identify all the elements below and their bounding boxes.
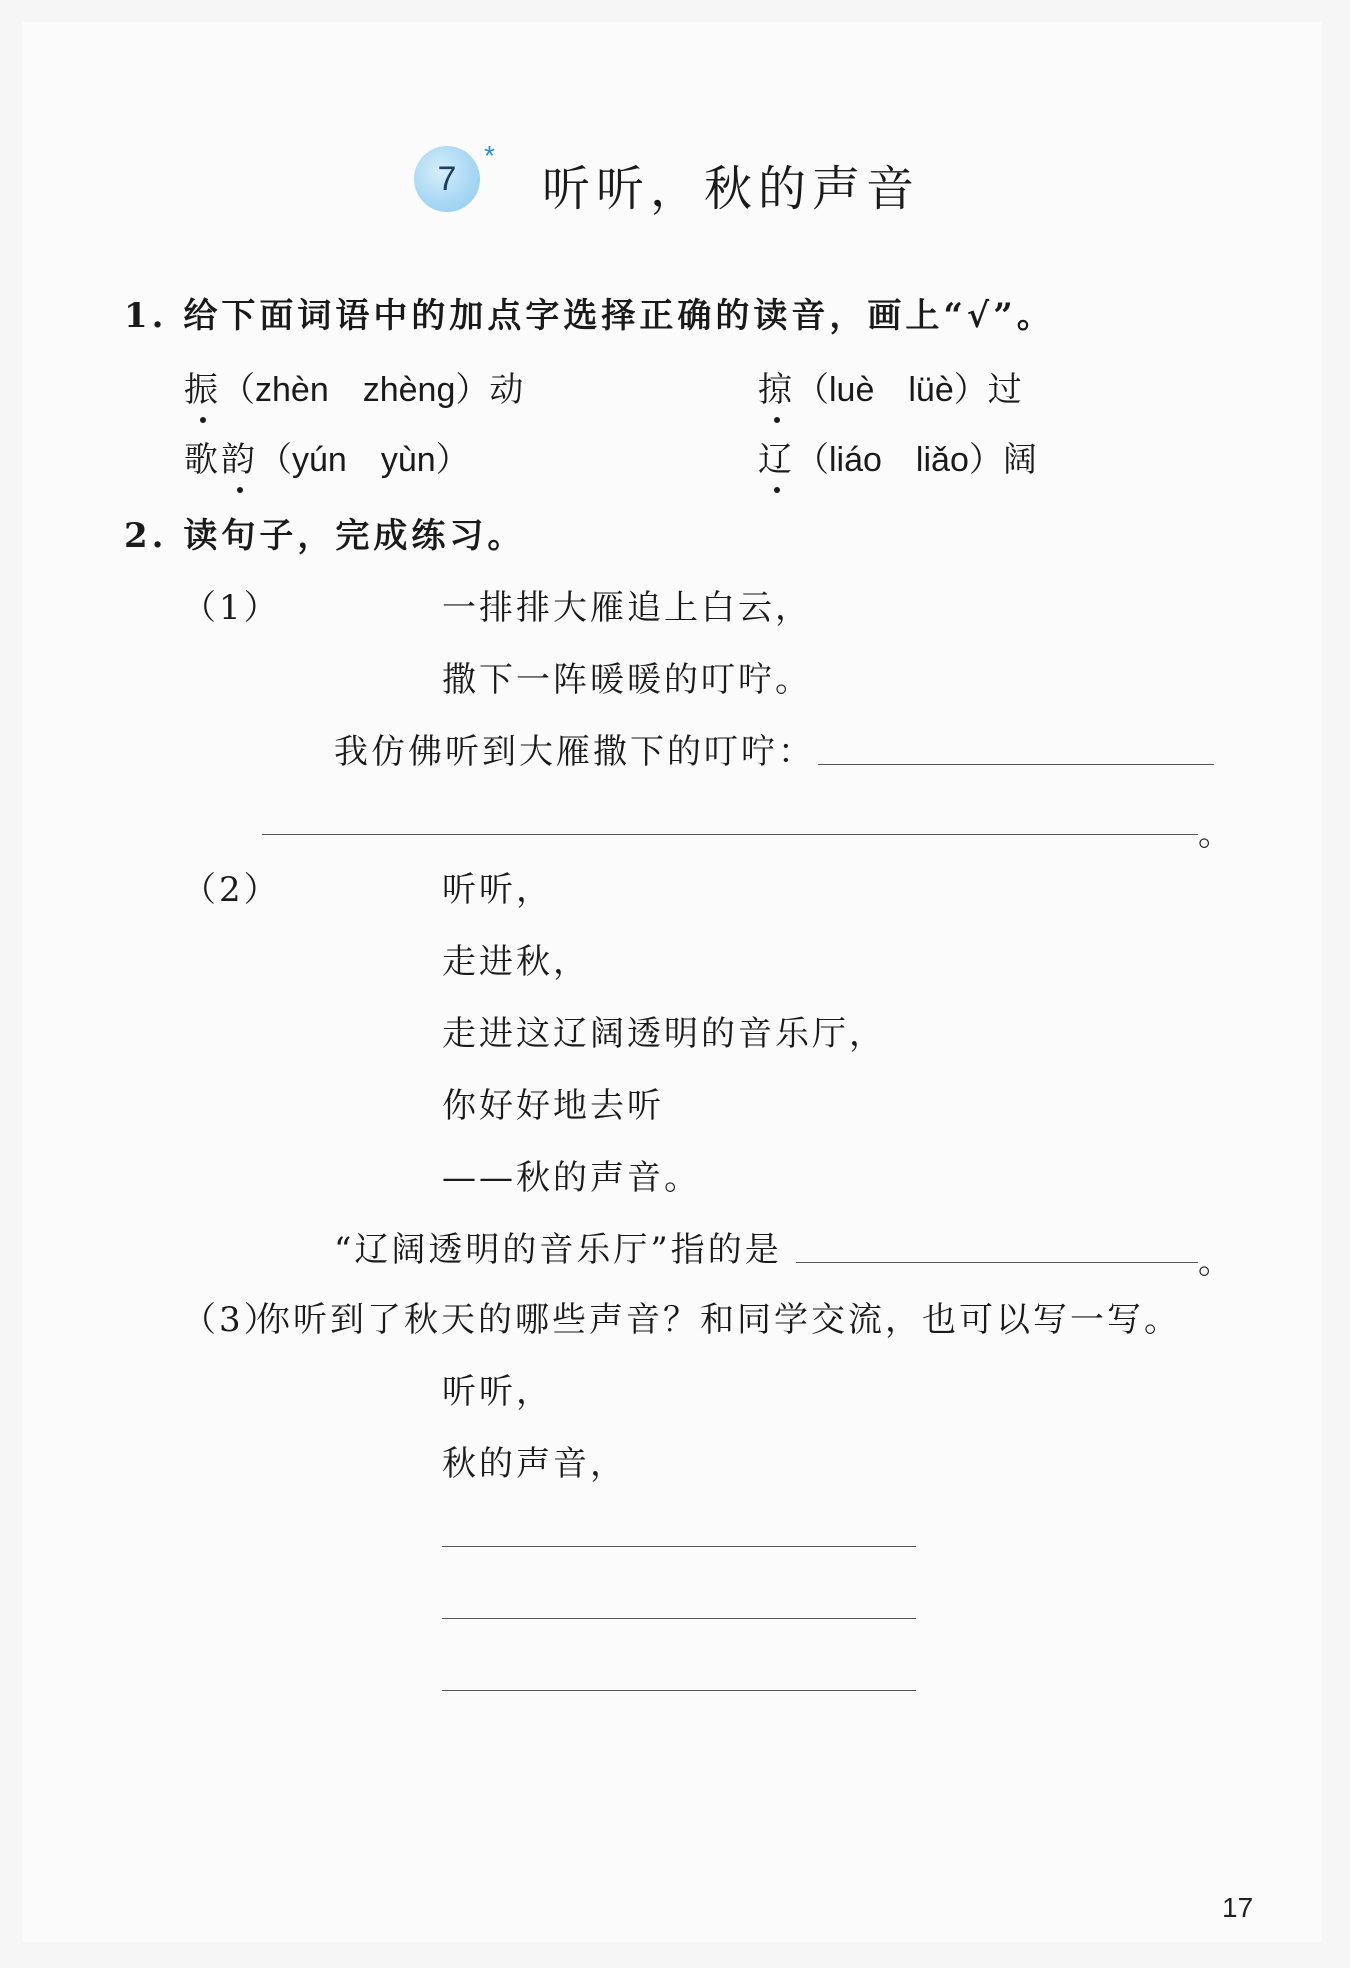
q1-item-2 [758,362,1025,411]
q1-item-4-suffix: 阔 [1002,440,1040,480]
q1-item-1 [184,362,526,411]
q2-part1-poem-line-2: 撒下一阵暖暖的叮咛。 [442,660,812,700]
q2-part3-poem-line-1: 听听， [442,1372,553,1412]
q1-item-3-pinyin: （yún yùn） [258,441,470,479]
q2-part2-label: （2） [182,870,281,910]
q2-part1-prompt: 我仿佛听到大雁撒下的叮咛： [334,732,815,772]
q1-item-3 [184,432,470,481]
q1-item-1-pinyin: （zhèn zhèng） [221,371,490,409]
q1-item-4 [758,432,1040,481]
lesson-title: 听听，秋的声音 [542,161,921,217]
q2-part1-label: （1） [182,588,281,628]
q2-part2-poem-line-2: 走进秋， [442,942,590,982]
q2-part2-answer-line[interactable] [796,1262,1198,1263]
q1-item-1-char: 振 [184,362,221,411]
q2-part2-prompt: “辽阔透明的音乐厅”指的是 [334,1230,782,1270]
lesson-number: 7 [437,159,457,198]
q2-part2-poem-line-5: ——秋的声音。 [442,1158,701,1198]
q1-item-3-char: 韵 [221,432,258,481]
q2-part3-poem-line-2: 秋的声音， [442,1444,627,1484]
q1-item-2-suffix: 过 [987,370,1025,410]
q2-part3-answer-line-1[interactable] [442,1546,916,1547]
q2-part3-answer-line-3[interactable] [442,1690,916,1691]
q2-part2-poem-line-3: 走进这辽阔透明的音乐厅， [442,1014,886,1054]
q2-heading: 2. 读句子，完成练习。 [124,516,526,556]
q1-item-2-char: 掠 [758,362,795,411]
q2-part3-answer-line-2[interactable] [442,1618,916,1619]
q2-part1-poem-line-1: 一排排大雁追上白云， [442,588,812,628]
q2-part1-answer-line-1[interactable] [818,764,1214,765]
q2-part3-label: （3） [182,1300,281,1340]
lesson-asterisk: * [484,140,495,171]
q1-item-4-char: 辽 [758,432,795,481]
q2-part1-answer-line-2[interactable] [262,834,1198,835]
q1-item-4-pinyin: （liáo liǎo） [795,441,1003,479]
q2-part2-end-mark: 。 [1198,1242,1235,1282]
q1-item-3-prefix: 歌 [184,440,221,480]
q2-part1-end-mark: 。 [1198,814,1235,854]
q1-item-2-pinyin: （luè lüè） [795,371,988,409]
q2-part3-text: 你听到了秋天的哪些声音？和同学交流，也可以写一写。 [256,1300,1181,1340]
q1-heading: 1. 给下面词语中的加点字选择正确的读音，画上“√”。 [124,296,1055,336]
lesson-number-badge [414,146,480,212]
q2-part2-poem-line-4: 你好好地去听 [442,1086,664,1126]
page-number: 17 [1222,1892,1254,1923]
q1-item-1-suffix: 动 [489,370,527,410]
q2-part2-poem-line-1: 听听， [442,870,553,910]
